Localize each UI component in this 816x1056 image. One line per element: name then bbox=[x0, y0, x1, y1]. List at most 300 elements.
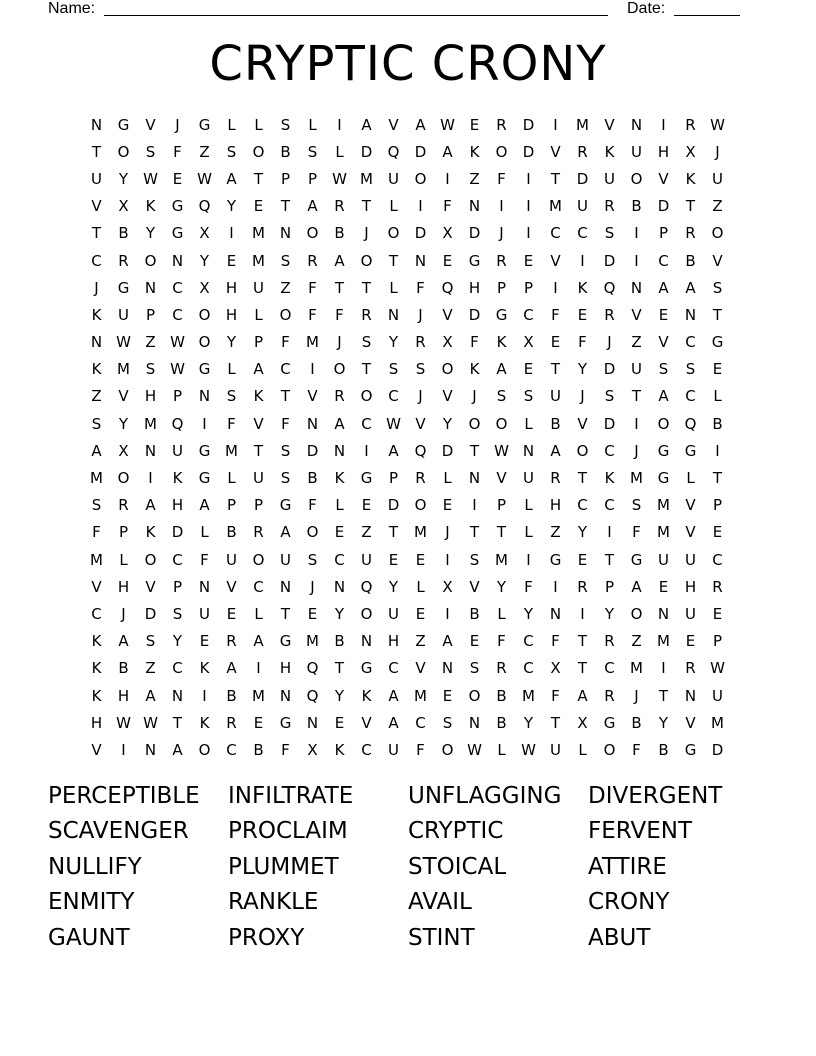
grid-letter: P bbox=[496, 496, 507, 515]
grid-letter: D bbox=[306, 441, 319, 460]
word-list-item: STINT bbox=[408, 924, 475, 951]
grid-letter: C bbox=[523, 632, 534, 651]
grid-letter: C bbox=[280, 360, 291, 379]
grid-letter: U bbox=[388, 740, 399, 759]
grid-letter: T bbox=[469, 441, 480, 460]
grid-letter: K bbox=[91, 659, 102, 678]
grid-letter: X bbox=[199, 224, 210, 243]
grid-letter: L bbox=[686, 469, 695, 488]
grid-letter: Q bbox=[360, 577, 373, 596]
grid-letter: G bbox=[657, 469, 670, 488]
grid-letter: F bbox=[497, 169, 506, 188]
grid-letter: L bbox=[443, 469, 452, 488]
grid-letter: V bbox=[145, 115, 156, 134]
grid-letter: D bbox=[441, 441, 454, 460]
name-blank-line[interactable] bbox=[104, 15, 608, 16]
grid-letter: V bbox=[442, 387, 453, 406]
grid-letter: C bbox=[577, 496, 588, 515]
grid-letter: I bbox=[526, 197, 531, 216]
grid-letter: R bbox=[685, 115, 696, 134]
grid-letter: T bbox=[577, 632, 588, 651]
grid-letter: E bbox=[226, 251, 237, 270]
grid-letter: I bbox=[121, 740, 126, 759]
grid-letter: H bbox=[225, 305, 238, 324]
grid-letter: A bbox=[253, 360, 264, 379]
grid-letter: S bbox=[145, 142, 156, 161]
grid-letter: U bbox=[388, 169, 399, 188]
grid-letter: A bbox=[334, 414, 345, 433]
grid-letter: M bbox=[90, 550, 103, 569]
grid-letter: U bbox=[172, 441, 183, 460]
grid-letter: V bbox=[631, 305, 642, 324]
grid-letter: Q bbox=[603, 278, 616, 297]
grid-letter: V bbox=[415, 414, 426, 433]
grid-letter: N bbox=[90, 333, 103, 352]
grid-letter: D bbox=[657, 197, 670, 216]
grid-letter: S bbox=[469, 550, 480, 569]
grid-letter: Z bbox=[712, 197, 723, 216]
grid-letter: R bbox=[334, 197, 345, 216]
grid-letter: E bbox=[577, 550, 588, 569]
grid-letter: T bbox=[172, 713, 183, 732]
grid-letter: X bbox=[442, 224, 453, 243]
grid-letter: I bbox=[553, 577, 558, 596]
grid-letter: B bbox=[631, 197, 642, 216]
grid-letter: Z bbox=[469, 169, 480, 188]
grid-letter: B bbox=[118, 659, 129, 678]
grid-letter: E bbox=[361, 496, 372, 515]
grid-letter: D bbox=[603, 251, 616, 270]
grid-letter: V bbox=[658, 169, 669, 188]
grid-letter: N bbox=[198, 577, 211, 596]
grid-letter: O bbox=[441, 360, 454, 379]
grid-letter: B bbox=[226, 686, 237, 705]
grid-letter: L bbox=[254, 604, 263, 623]
grid-letter: I bbox=[499, 197, 504, 216]
grid-letter: J bbox=[634, 441, 639, 460]
grid-letter: J bbox=[445, 523, 450, 542]
grid-letter: S bbox=[280, 115, 291, 134]
grid-letter: G bbox=[171, 197, 184, 216]
grid-letter: T bbox=[496, 523, 507, 542]
grid-letter: D bbox=[387, 496, 400, 515]
grid-letter: C bbox=[334, 550, 345, 569]
grid-letter: J bbox=[634, 686, 639, 705]
grid-letter: F bbox=[551, 632, 560, 651]
grid-letter: N bbox=[279, 224, 292, 243]
grid-letter: L bbox=[119, 550, 128, 569]
grid-letter: A bbox=[388, 713, 399, 732]
grid-letter: N bbox=[684, 686, 697, 705]
grid-letter: T bbox=[91, 224, 102, 243]
grid-letter: V bbox=[388, 115, 399, 134]
grid-letter: U bbox=[91, 169, 102, 188]
word-list-item: ENMITY bbox=[48, 889, 135, 916]
grid-letter: C bbox=[685, 333, 696, 352]
grid-letter: L bbox=[254, 115, 263, 134]
grid-letter: O bbox=[360, 604, 373, 623]
grid-letter: C bbox=[388, 387, 399, 406]
grid-letter: I bbox=[553, 278, 558, 297]
grid-letter: L bbox=[227, 469, 236, 488]
grid-letter: N bbox=[549, 604, 562, 623]
grid-letter: T bbox=[550, 169, 561, 188]
grid-letter: F bbox=[227, 414, 236, 433]
grid-letter: B bbox=[307, 469, 318, 488]
grid-letter: S bbox=[226, 387, 237, 406]
grid-letter: E bbox=[415, 604, 426, 623]
grid-letter: M bbox=[414, 523, 427, 542]
grid-letter: M bbox=[630, 659, 643, 678]
grid-letter: L bbox=[524, 496, 533, 515]
grid-letter: N bbox=[684, 305, 697, 324]
grid-letter: Y bbox=[226, 333, 237, 352]
grid-letter: D bbox=[711, 740, 724, 759]
word-list-item: AVAIL bbox=[408, 889, 472, 916]
grid-letter: C bbox=[91, 604, 102, 623]
grid-letter: J bbox=[94, 278, 99, 297]
grid-letter: I bbox=[634, 414, 639, 433]
grid-letter: G bbox=[198, 441, 211, 460]
grid-letter: E bbox=[388, 550, 399, 569]
grid-letter: L bbox=[308, 115, 317, 134]
grid-letter: I bbox=[661, 115, 666, 134]
word-list-item: CRONY bbox=[588, 889, 670, 916]
grid-letter: B bbox=[334, 224, 345, 243]
grid-letter: R bbox=[685, 224, 696, 243]
grid-letter: F bbox=[443, 197, 452, 216]
grid-letter: M bbox=[117, 360, 130, 379]
grid-letter: O bbox=[657, 414, 670, 433]
grid-letter: N bbox=[468, 197, 481, 216]
grid-letter: I bbox=[634, 224, 639, 243]
grid-letter: H bbox=[117, 686, 130, 705]
grid-letter: H bbox=[549, 496, 562, 515]
date-blank-line[interactable] bbox=[674, 15, 740, 16]
grid-letter: T bbox=[631, 387, 642, 406]
grid-letter: L bbox=[227, 360, 236, 379]
grid-letter: O bbox=[711, 224, 724, 243]
grid-letter: I bbox=[715, 441, 720, 460]
grid-letter: M bbox=[225, 441, 238, 460]
grid-letter: T bbox=[388, 523, 399, 542]
grid-letter: T bbox=[550, 713, 561, 732]
grid-letter: E bbox=[523, 360, 534, 379]
name-label: Name: bbox=[48, 0, 96, 17]
grid-letter: P bbox=[307, 169, 318, 188]
grid-letter: D bbox=[522, 142, 535, 161]
grid-letter: V bbox=[442, 305, 453, 324]
grid-letter: B bbox=[631, 713, 642, 732]
grid-letter: L bbox=[497, 740, 506, 759]
grid-letter: P bbox=[712, 496, 723, 515]
grid-letter: Y bbox=[226, 197, 237, 216]
grid-letter: O bbox=[468, 686, 481, 705]
grid-letter: U bbox=[199, 604, 210, 623]
grid-letter: M bbox=[360, 169, 373, 188]
grid-letter: U bbox=[118, 305, 129, 324]
grid-letter: Q bbox=[387, 142, 400, 161]
grid-letter: U bbox=[712, 686, 723, 705]
word-search-grid bbox=[83, 111, 731, 764]
grid-letter: Y bbox=[604, 604, 615, 623]
word-list-item: PROCLAIM bbox=[228, 818, 348, 845]
grid-letter: O bbox=[252, 550, 265, 569]
grid-letter: R bbox=[604, 686, 615, 705]
grid-letter: T bbox=[253, 169, 264, 188]
grid-letter: M bbox=[90, 469, 103, 488]
grid-letter: N bbox=[144, 278, 157, 297]
grid-letter: Z bbox=[550, 523, 561, 542]
grid-letter: S bbox=[712, 278, 723, 297]
grid-letter: T bbox=[388, 251, 399, 270]
grid-letter: F bbox=[335, 305, 344, 324]
grid-letter: E bbox=[685, 632, 696, 651]
word-list-item: PLUMMET bbox=[228, 853, 339, 880]
grid-letter: S bbox=[658, 360, 669, 379]
grid-letter: A bbox=[550, 441, 561, 460]
grid-letter: Y bbox=[118, 169, 129, 188]
grid-letter: M bbox=[252, 686, 265, 705]
grid-letter: F bbox=[470, 333, 479, 352]
grid-letter: K bbox=[91, 632, 102, 651]
grid-letter: L bbox=[335, 496, 344, 515]
grid-letter: A bbox=[172, 740, 183, 759]
grid-letter: K bbox=[604, 469, 615, 488]
grid-letter: S bbox=[496, 387, 507, 406]
grid-letter: N bbox=[279, 686, 292, 705]
grid-letter: I bbox=[634, 251, 639, 270]
grid-letter: F bbox=[497, 632, 506, 651]
grid-letter: V bbox=[577, 414, 588, 433]
grid-letter: Y bbox=[523, 604, 534, 623]
grid-letter: U bbox=[658, 550, 669, 569]
grid-letter: B bbox=[685, 251, 696, 270]
grid-letter: F bbox=[308, 305, 317, 324]
grid-letter: V bbox=[550, 251, 561, 270]
grid-letter: Y bbox=[388, 333, 399, 352]
grid-letter: P bbox=[496, 278, 507, 297]
grid-letter: O bbox=[576, 441, 589, 460]
grid-letter: N bbox=[144, 441, 157, 460]
grid-letter: P bbox=[172, 577, 183, 596]
word-list-item: PERCEPTIBLE bbox=[48, 782, 200, 809]
grid-letter: Z bbox=[91, 387, 102, 406]
grid-letter: X bbox=[577, 713, 588, 732]
grid-letter: T bbox=[361, 197, 372, 216]
grid-letter: E bbox=[226, 604, 237, 623]
grid-letter: K bbox=[334, 740, 345, 759]
grid-letter: F bbox=[578, 333, 587, 352]
grid-letter: W bbox=[494, 441, 509, 460]
grid-letter: O bbox=[144, 251, 157, 270]
grid-letter: D bbox=[603, 360, 616, 379]
grid-letter: R bbox=[361, 305, 372, 324]
word-list-item: STOICAL bbox=[408, 853, 507, 880]
grid-letter: W bbox=[521, 740, 536, 759]
grid-letter: G bbox=[198, 360, 211, 379]
grid-letter: S bbox=[388, 360, 399, 379]
grid-letter: S bbox=[685, 360, 696, 379]
grid-letter: Y bbox=[388, 577, 399, 596]
grid-letter: T bbox=[361, 360, 372, 379]
grid-letter: B bbox=[118, 224, 129, 243]
grid-letter: E bbox=[658, 577, 669, 596]
grid-letter: J bbox=[175, 115, 180, 134]
grid-letter: G bbox=[657, 441, 670, 460]
grid-letter: O bbox=[630, 169, 643, 188]
grid-letter: T bbox=[604, 550, 615, 569]
grid-letter: W bbox=[143, 713, 158, 732]
grid-letter: V bbox=[469, 577, 480, 596]
grid-letter: Y bbox=[334, 604, 345, 623]
grid-letter: N bbox=[441, 659, 454, 678]
grid-letter: R bbox=[226, 713, 237, 732]
grid-letter: P bbox=[145, 305, 156, 324]
grid-letter: U bbox=[523, 469, 534, 488]
grid-letter: T bbox=[334, 659, 345, 678]
grid-letter: K bbox=[469, 360, 480, 379]
grid-letter: R bbox=[685, 659, 696, 678]
grid-letter: E bbox=[658, 305, 669, 324]
grid-letter: R bbox=[496, 659, 507, 678]
grid-letter: Z bbox=[631, 333, 642, 352]
grid-letter: D bbox=[522, 115, 535, 134]
word-list-item: RANKLE bbox=[228, 889, 319, 916]
grid-letter: E bbox=[334, 713, 345, 732]
grid-letter: R bbox=[253, 523, 264, 542]
grid-letter: G bbox=[630, 550, 643, 569]
grid-letter: E bbox=[577, 305, 588, 324]
grid-letter: P bbox=[523, 278, 534, 297]
grid-letter: O bbox=[198, 333, 211, 352]
word-list-item: ABUT bbox=[588, 924, 651, 951]
grid-letter: I bbox=[337, 115, 342, 134]
grid-letter: I bbox=[526, 550, 531, 569]
grid-letter: U bbox=[253, 278, 264, 297]
grid-letter: S bbox=[442, 713, 453, 732]
grid-letter: X bbox=[442, 333, 453, 352]
grid-letter: J bbox=[364, 224, 369, 243]
grid-letter: T bbox=[280, 387, 291, 406]
grid-letter: E bbox=[253, 713, 264, 732]
grid-letter: Z bbox=[145, 659, 156, 678]
grid-letter: A bbox=[226, 169, 237, 188]
grid-letter: X bbox=[199, 278, 210, 297]
grid-letter: S bbox=[145, 632, 156, 651]
grid-letter: S bbox=[631, 496, 642, 515]
grid-letter: G bbox=[495, 305, 508, 324]
date-label: Date: bbox=[627, 0, 666, 17]
grid-letter: K bbox=[469, 142, 480, 161]
grid-letter: I bbox=[310, 360, 315, 379]
grid-letter: J bbox=[418, 305, 423, 324]
grid-letter: S bbox=[226, 142, 237, 161]
grid-letter: W bbox=[386, 414, 401, 433]
grid-letter: O bbox=[117, 469, 130, 488]
grid-letter: I bbox=[202, 686, 207, 705]
grid-letter: D bbox=[414, 224, 427, 243]
grid-letter: E bbox=[172, 169, 183, 188]
grid-letter: I bbox=[418, 197, 423, 216]
grid-letter: B bbox=[469, 604, 480, 623]
grid-letter: A bbox=[361, 115, 372, 134]
grid-letter: P bbox=[226, 496, 237, 515]
grid-letter: L bbox=[389, 197, 398, 216]
grid-letter: D bbox=[468, 305, 481, 324]
grid-letter: V bbox=[712, 251, 723, 270]
grid-letter: I bbox=[445, 550, 450, 569]
grid-letter: E bbox=[469, 115, 480, 134]
grid-letter: L bbox=[416, 577, 425, 596]
grid-letter: U bbox=[631, 142, 642, 161]
grid-letter: W bbox=[197, 169, 212, 188]
word-list-item: DIVERGENT bbox=[588, 782, 723, 809]
grid-letter: T bbox=[658, 686, 669, 705]
grid-letter: R bbox=[496, 115, 507, 134]
grid-letter: B bbox=[496, 713, 507, 732]
grid-letter: K bbox=[145, 523, 156, 542]
grid-letter: D bbox=[576, 169, 589, 188]
grid-letter: N bbox=[144, 740, 157, 759]
grid-letter: T bbox=[550, 360, 561, 379]
grid-letter: C bbox=[361, 414, 372, 433]
grid-letter: G bbox=[684, 740, 697, 759]
grid-letter: J bbox=[499, 224, 504, 243]
grid-letter: R bbox=[712, 577, 723, 596]
grid-letter: S bbox=[604, 387, 615, 406]
grid-letter: W bbox=[116, 333, 131, 352]
grid-letter: T bbox=[280, 197, 291, 216]
grid-letter: C bbox=[604, 441, 615, 460]
grid-letter: X bbox=[685, 142, 696, 161]
grid-letter: M bbox=[495, 550, 508, 569]
grid-letter: V bbox=[685, 713, 696, 732]
grid-letter: O bbox=[360, 387, 373, 406]
grid-letter: W bbox=[710, 115, 725, 134]
grid-letter: N bbox=[630, 115, 643, 134]
grid-letter: E bbox=[442, 686, 453, 705]
grid-letter: I bbox=[229, 224, 234, 243]
grid-letter: L bbox=[335, 142, 344, 161]
grid-letter: A bbox=[334, 251, 345, 270]
grid-letter: I bbox=[553, 115, 558, 134]
grid-letter: U bbox=[712, 169, 723, 188]
grid-letter: R bbox=[604, 305, 615, 324]
grid-letter: S bbox=[145, 360, 156, 379]
grid-letter: I bbox=[445, 604, 450, 623]
grid-letter: O bbox=[198, 740, 211, 759]
grid-letter: K bbox=[91, 686, 102, 705]
grid-letter: K bbox=[145, 197, 156, 216]
grid-letter: C bbox=[604, 659, 615, 678]
grid-letter: S bbox=[91, 496, 102, 515]
grid-letter: S bbox=[361, 333, 372, 352]
grid-letter: O bbox=[630, 604, 643, 623]
grid-letter: A bbox=[145, 496, 156, 515]
grid-letter: I bbox=[526, 169, 531, 188]
grid-letter: E bbox=[712, 360, 723, 379]
grid-letter: L bbox=[497, 604, 506, 623]
grid-letter: A bbox=[658, 278, 669, 297]
grid-letter: G bbox=[117, 115, 130, 134]
grid-letter: U bbox=[631, 360, 642, 379]
word-list-item: UNFLAGGING bbox=[408, 782, 562, 809]
grid-letter: U bbox=[361, 550, 372, 569]
grid-letter: G bbox=[117, 278, 130, 297]
grid-letter: S bbox=[307, 142, 318, 161]
grid-letter: X bbox=[118, 441, 129, 460]
